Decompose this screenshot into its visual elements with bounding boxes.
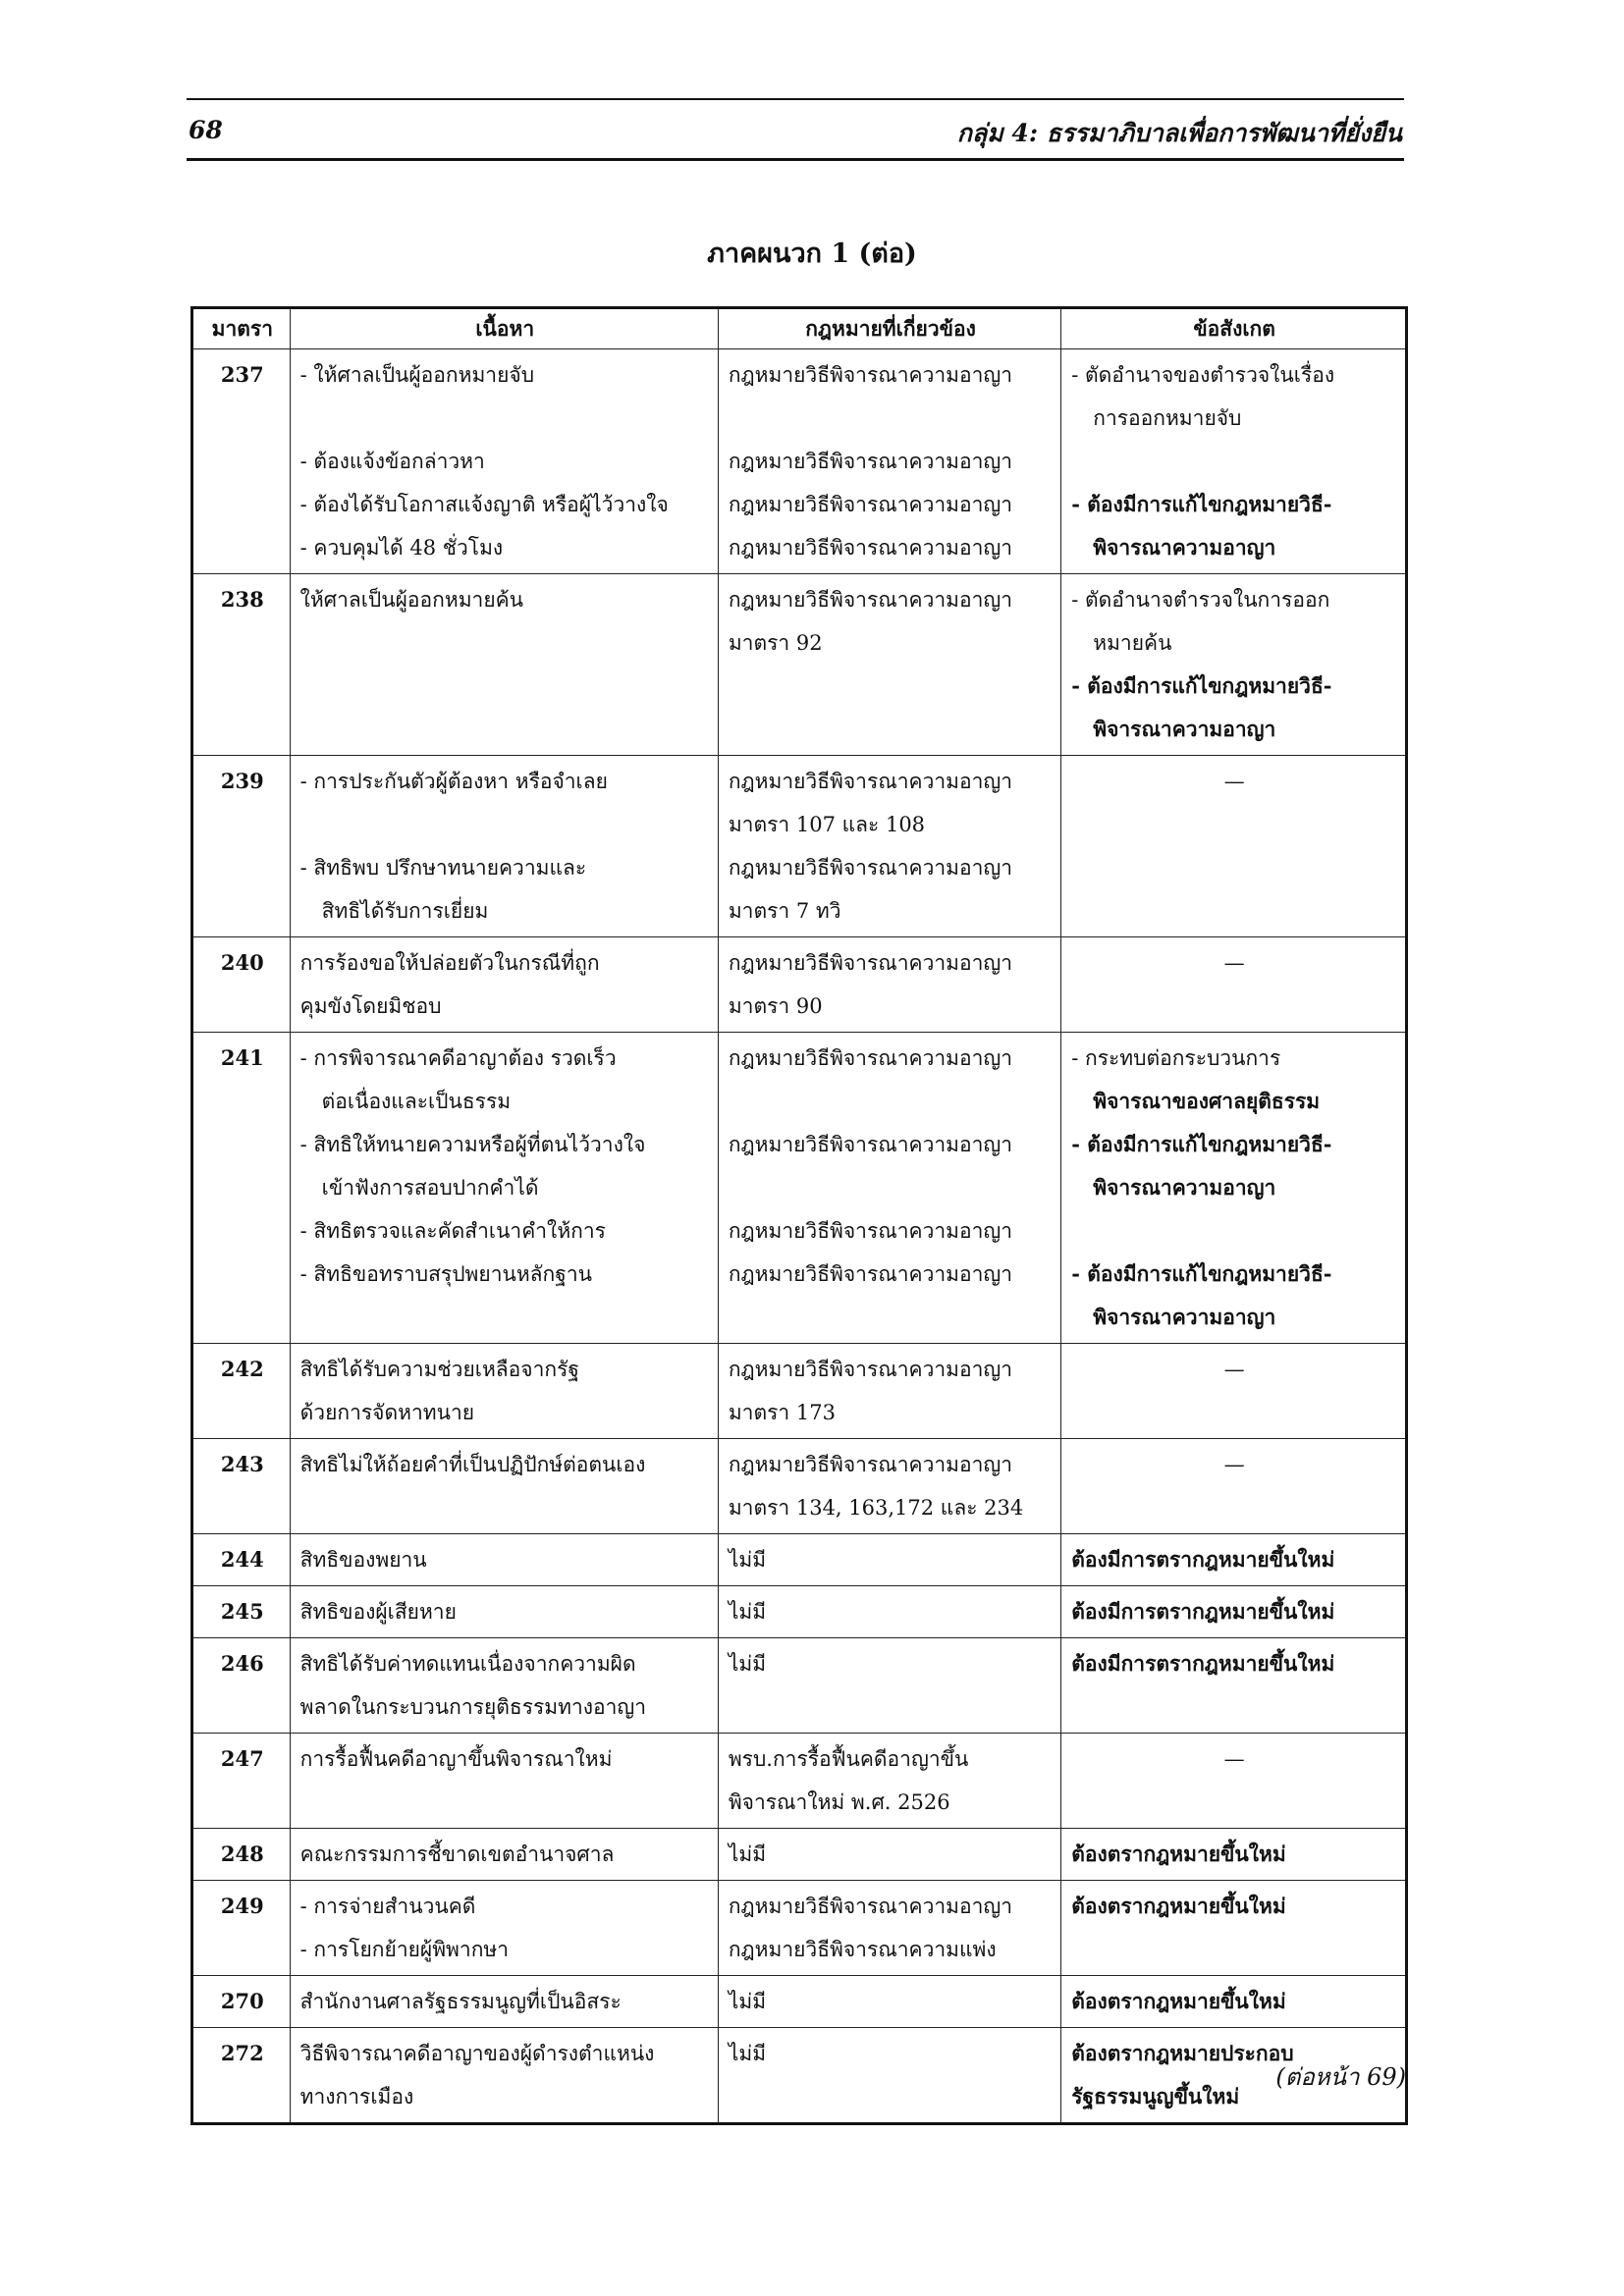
content-line: - การประกันตัวผู้ต้องหา หรือจำเลย	[299, 770, 608, 793]
related-law-cell	[718, 1586, 1060, 1638]
related-law-line: ไม่มี	[728, 1842, 767, 1866]
section-number: 238	[192, 574, 291, 756]
content-cell	[290, 2028, 718, 2124]
related-law-line: กฎหมายวิธีพิจารณาความอาญา	[728, 1219, 1013, 1243]
content-line: พลาดในกระบวนการยุติธรรมทางอาญา	[299, 1695, 647, 1719]
related-law-line: กฎหมายวิธีพิจารณาความอาญา	[728, 536, 1013, 560]
section-number: 246	[192, 1638, 291, 1734]
header-top-rule	[187, 98, 1404, 100]
content-line: ต่อเนื่องและเป็นธรรม	[321, 1090, 512, 1113]
table-body	[192, 349, 1407, 2124]
related-law-line: กฎหมายวิธีพิจารณาความอาญา	[728, 493, 1013, 516]
table-row	[192, 1976, 1407, 2028]
related-law-line: ไม่มี	[728, 1548, 767, 1572]
observation-cell	[1061, 349, 1407, 574]
content-line: - การพิจารณาคดีอาญาต้อง รวดเร็ว	[299, 1046, 617, 1070]
related-law-line: กฎหมายวิธีพิจารณาความอาญา	[728, 856, 1013, 880]
page-number: 68	[189, 116, 223, 144]
observation-cell	[1061, 1534, 1407, 1586]
continued-note: (ต่อหน้า 69)	[1275, 2063, 1406, 2091]
related-law-cell	[718, 1033, 1060, 1344]
observation-line: - ต้องมีการแก้ไขกฎหมายวิธี-	[1071, 492, 1332, 516]
content-cell	[290, 1344, 718, 1439]
observation-cell	[1061, 1976, 1407, 2028]
observation-cell	[1061, 1439, 1407, 1534]
related-law-cell	[718, 1439, 1060, 1534]
content-cell	[290, 1881, 718, 1976]
table-header-row	[192, 308, 1407, 349]
content-line: - ต้องแจ้งข้อกล่าวหา	[299, 450, 485, 473]
related-law-line: มาตรา 107 และ 108	[728, 813, 926, 836]
related-law-cell	[718, 574, 1060, 756]
related-law-line: กฎหมายวิธีพิจารณาความอาญา	[728, 450, 1013, 473]
related-law-line: พรบ.การรื้อฟื้นคดีอาญาขึ้น	[728, 1747, 969, 1771]
section-number: 272	[192, 2028, 291, 2124]
column-header-section: มาตรา	[192, 308, 291, 349]
section-number: 243	[192, 1439, 291, 1534]
appendix-title: ภาคผนวก 1 (ต่อ)	[707, 239, 917, 269]
section-number: 249	[192, 1881, 291, 1976]
related-law-line: กฎหมายวิธีพิจารณาความแพ่ง	[728, 1938, 997, 1961]
related-law-line: กฎหมายวิธีพิจารณาความอาญา	[728, 1133, 1013, 1156]
observation-line: ต้องตรากฎหมายขึ้นใหม่	[1071, 1842, 1286, 1866]
blank-line	[729, 1080, 1053, 1123]
column-header-content: เนื้อหา	[290, 308, 718, 349]
related-law-line: ไม่มี	[728, 2042, 767, 2065]
content-cell	[290, 756, 718, 937]
related-law-line: มาตรา 92	[728, 631, 823, 655]
content-cell	[290, 1829, 718, 1881]
table-row	[192, 2028, 1407, 2124]
observation-line: —	[1223, 1747, 1245, 1771]
related-law-line: กฎหมายวิธีพิจารณาความอาญา	[728, 1358, 1013, 1381]
blank-line	[300, 397, 710, 440]
table-row	[192, 1534, 1407, 1586]
content-line: สำนักงานศาลรัฐธรรมนูญที่เป็นอิสระ	[299, 1990, 622, 2013]
related-law-line: กฎหมายวิธีพิจารณาความอาญา	[728, 1895, 1013, 1918]
section-number: 241	[192, 1033, 291, 1344]
content-line: - สิทธิตรวจและคัดสำเนาคำให้การ	[299, 1219, 606, 1243]
related-law-cell	[718, 2028, 1060, 2124]
observation-cell	[1061, 1734, 1407, 1829]
content-cell	[290, 1033, 718, 1344]
section-number: 270	[192, 1976, 291, 2028]
observation-line: พิจารณาของศาลยุติธรรม	[1093, 1089, 1321, 1113]
content-line: สิทธิไม่ให้ถ้อยคำที่เป็นปฏิปักษ์ต่อตนเอง	[299, 1453, 646, 1476]
content-line: คณะกรรมการชี้ขาดเขตอำนาจศาล	[299, 1842, 615, 1866]
section-number: 247	[192, 1734, 291, 1829]
section-number: 237	[192, 349, 291, 574]
blank-line	[729, 397, 1053, 440]
observation-line: —	[1223, 1453, 1245, 1476]
column-header-related-law: กฎหมายที่เกี่ยวข้อง	[718, 308, 1060, 349]
content-line: วิธีพิจารณาคดีอาญาของผู้ดำรงตำแหน่ง	[299, 2042, 655, 2065]
content-line: การร้องขอให้ปล่อยตัวในกรณีที่ถูก	[299, 951, 600, 975]
section-number: 248	[192, 1829, 291, 1881]
content-line: - ควบคุมได้ 48 ชั่วโมง	[299, 536, 504, 560]
content-line: สิทธิได้รับการเยี่ยม	[321, 899, 489, 923]
content-line: - ต้องได้รับโอกาสแจ้งญาติ หรือผู้ไว้วางใจ	[299, 493, 669, 516]
observation-line: พิจารณาความอาญา	[1093, 1305, 1276, 1329]
table-row	[192, 349, 1407, 574]
content-cell	[290, 1734, 718, 1829]
content-cell	[290, 349, 718, 574]
content-line: - สิทธิขอทราบสรุปพยานหลักฐาน	[299, 1262, 592, 1286]
section-number: 242	[192, 1344, 291, 1439]
related-law-line: มาตรา 90	[728, 994, 823, 1018]
content-line: ให้ศาลเป็นผู้ออกหมายค้น	[299, 588, 524, 612]
related-law-line: กฎหมายวิธีพิจารณาความอาญา	[728, 1262, 1013, 1286]
blank-line	[1071, 440, 1397, 483]
related-law-cell	[718, 1734, 1060, 1829]
content-line: การรื้อฟื้นคดีอาญาขึ้นพิจารณาใหม่	[299, 1747, 613, 1771]
content-cell	[290, 1534, 718, 1586]
observation-line: - ตัดอำนาจตำรวจในการออก	[1071, 588, 1330, 612]
table-row	[192, 1734, 1407, 1829]
blank-line	[1071, 1209, 1397, 1253]
content-line: - สิทธิพบ ปรึกษาทนายความและ	[299, 856, 587, 880]
content-cell	[290, 1976, 718, 2028]
observation-cell	[1061, 756, 1407, 937]
table-row	[192, 1033, 1407, 1344]
observation-line: ต้องมีการตรากฎหมายขึ้นใหม่	[1071, 1599, 1335, 1624]
related-law-line: กฎหมายวิธีพิจารณาความอาญา	[728, 951, 1013, 975]
observation-line: —	[1223, 770, 1245, 793]
related-law-cell	[718, 1534, 1060, 1586]
observation-line: - ต้องมีการแก้ไขกฎหมายวิธี-	[1071, 673, 1332, 698]
observation-line: - กระทบต่อกระบวนการ	[1071, 1046, 1281, 1070]
related-law-line: พิจารณาใหม่ พ.ศ. 2526	[728, 1790, 950, 1814]
content-line: สิทธิได้รับความช่วยเหลือจากรัฐ	[299, 1358, 579, 1381]
table-row	[192, 1638, 1407, 1734]
table-row	[192, 1829, 1407, 1881]
content-line: สิทธิของผู้เสียหาย	[299, 1600, 457, 1624]
table-row	[192, 1439, 1407, 1534]
table-row	[192, 937, 1407, 1033]
header-bottom-rule	[187, 158, 1404, 161]
section-number: 240	[192, 937, 291, 1033]
related-law-cell	[718, 1881, 1060, 1976]
observation-line: ต้องตรากฎหมายขึ้นใหม่	[1071, 1989, 1286, 2013]
content-line: คุมขังโดยมิชอบ	[299, 994, 442, 1018]
related-law-line: มาตรา 134, 163,172 และ 234	[728, 1496, 1024, 1520]
related-law-line: กฎหมายวิธีพิจารณาความอาญา	[728, 1453, 1013, 1476]
section-number: 239	[192, 756, 291, 937]
related-law-line: กฎหมายวิธีพิจารณาความอาญา	[728, 363, 1013, 387]
observation-line: ต้องตรากฎหมายประกอบ	[1071, 2041, 1294, 2065]
related-law-line: มาตรา 173	[728, 1401, 836, 1424]
observation-line: ต้องมีการตรากฎหมายขึ้นใหม่	[1071, 1651, 1335, 1676]
related-law-line: ไม่มี	[728, 1990, 767, 2013]
appendix-table	[190, 306, 1408, 2125]
content-line: ด้วยการจัดหาทนาย	[299, 1401, 475, 1424]
related-law-line: กฎหมายวิธีพิจารณาความอาญา	[728, 770, 1013, 793]
section-number: 244	[192, 1534, 291, 1586]
content-line: - การจ่ายสำนวนคดี	[299, 1895, 476, 1918]
observation-line: ต้องมีการตรากฎหมายขึ้นใหม่	[1071, 1547, 1335, 1572]
table-row	[192, 1344, 1407, 1439]
section-number: 245	[192, 1586, 291, 1638]
related-law-cell	[718, 349, 1060, 574]
observation-cell	[1061, 1881, 1407, 1976]
table-row	[192, 756, 1407, 937]
content-line: - สิทธิให้ทนายความหรือผู้ที่ตนไว้วางใจ	[299, 1133, 646, 1156]
observation-cell	[1061, 1638, 1407, 1734]
content-line: สิทธิได้รับค่าทดแทนเนื่องจากความผิด	[299, 1652, 636, 1676]
observation-cell	[1061, 1033, 1407, 1344]
table-row	[192, 1586, 1407, 1638]
content-line: - การโยกย้ายผู้พิพากษา	[299, 1938, 510, 1961]
observation-line: —	[1223, 951, 1245, 975]
related-law-cell	[718, 1344, 1060, 1439]
observation-line: พิจารณาความอาญา	[1093, 717, 1276, 741]
observation-line: - ต้องมีการแก้ไขกฎหมายวิธี-	[1071, 1261, 1332, 1286]
content-line: สิทธิของพยาน	[299, 1548, 427, 1572]
blank-line	[729, 1166, 1053, 1209]
related-law-cell	[718, 756, 1060, 937]
content-cell	[290, 574, 718, 756]
related-law-line: กฎหมายวิธีพิจารณาความอาญา	[728, 588, 1013, 612]
observation-line: ต้องตรากฎหมายขึ้นใหม่	[1071, 1894, 1286, 1918]
observation-line: - ตัดอำนาจของตำรวจในเรื่อง	[1071, 363, 1335, 387]
page-header	[187, 98, 1404, 161]
observation-line: พิจารณาความอาญา	[1093, 1175, 1276, 1200]
table-row	[192, 1881, 1407, 1976]
observation-line: พิจารณาความอาญา	[1093, 535, 1276, 560]
related-law-cell	[718, 1638, 1060, 1734]
observation-cell	[1061, 1344, 1407, 1439]
related-law-cell	[718, 1976, 1060, 2028]
related-law-cell	[718, 1829, 1060, 1881]
content-cell	[290, 1586, 718, 1638]
observation-line: หมายค้น	[1093, 631, 1172, 655]
blank-line	[300, 803, 710, 846]
content-cell	[290, 1439, 718, 1534]
related-law-line: ไม่มี	[728, 1600, 767, 1624]
observation-line: - ต้องมีการแก้ไขกฎหมายวิธี-	[1071, 1132, 1332, 1156]
related-law-line: มาตรา 7 ทวิ	[728, 899, 841, 923]
observation-cell	[1061, 1586, 1407, 1638]
observation-cell	[1061, 937, 1407, 1033]
running-title: กลุ่ม 4: ธรรมาภิบาลเพื่อการพัฒนาที่ยั่งยืน	[956, 119, 1402, 147]
observation-line: การออกหมายจับ	[1093, 406, 1242, 430]
content-cell	[290, 1638, 718, 1734]
observation-line: รัฐธรรมนูญขึ้นใหม่	[1071, 2084, 1240, 2109]
observation-cell	[1061, 574, 1407, 756]
column-header-observation: ข้อสังเกต	[1061, 308, 1407, 349]
content-cell	[290, 937, 718, 1033]
related-law-line: กฎหมายวิธีพิจารณาความอาญา	[728, 1046, 1013, 1070]
table-row	[192, 574, 1407, 756]
observation-cell	[1061, 1829, 1407, 1881]
appendix-table-container	[190, 306, 1408, 2125]
observation-line: —	[1223, 1358, 1245, 1381]
content-line: - ให้ศาลเป็นผู้ออกหมายจับ	[299, 363, 535, 387]
content-line: เข้าฟังการสอบปากคำได้	[321, 1176, 539, 1200]
content-line: ทางการเมือง	[299, 2085, 414, 2109]
related-law-line: ไม่มี	[728, 1652, 767, 1676]
related-law-cell	[718, 937, 1060, 1033]
